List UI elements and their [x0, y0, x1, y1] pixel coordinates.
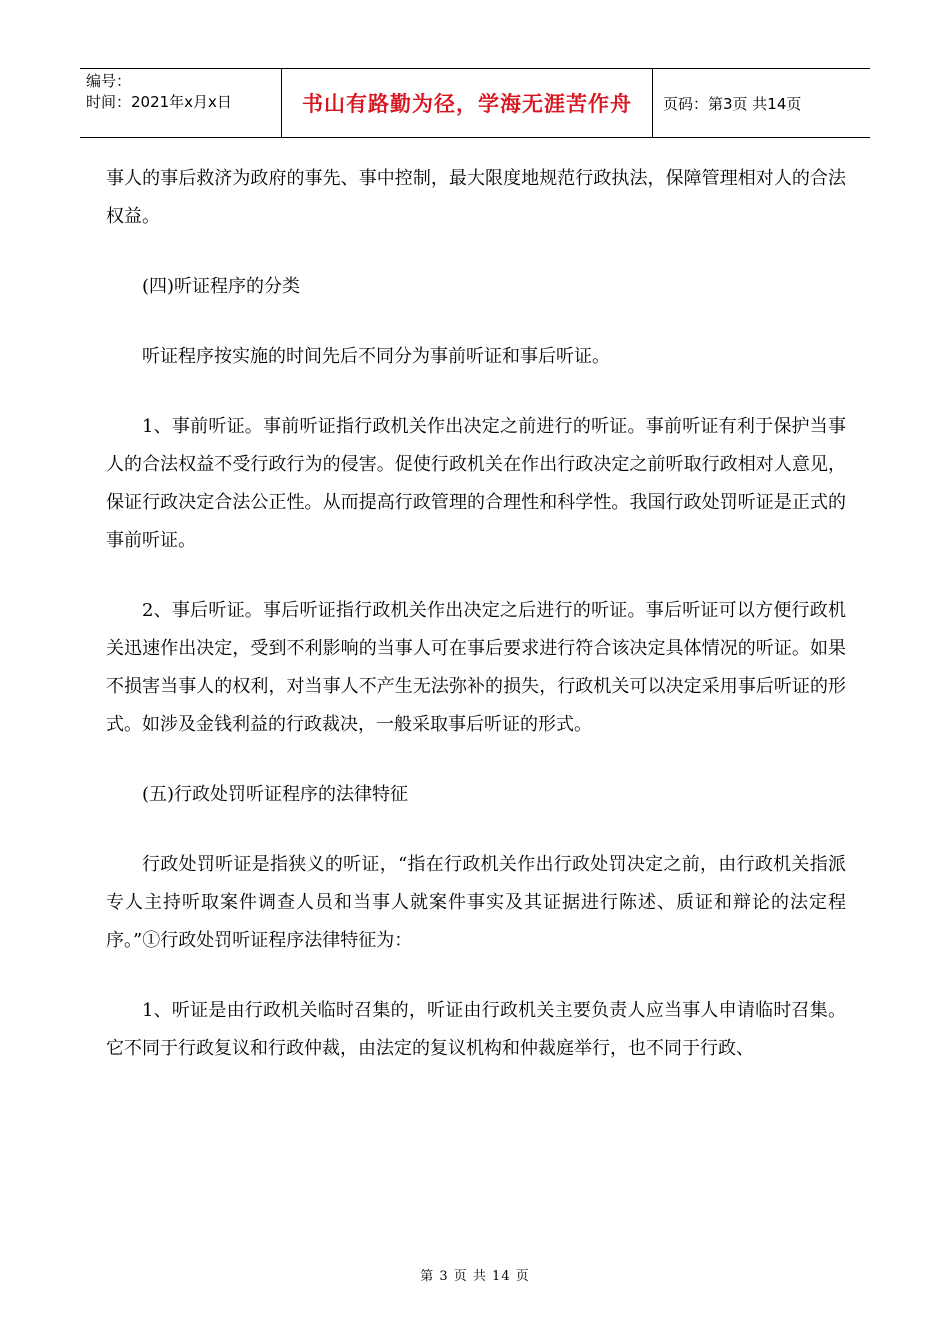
paragraph: 听证程序按实施的时间先后不同分为事前听证和事后听证。 — [142, 346, 610, 367]
page-footer — [0, 1265, 950, 1284]
section-heading-5: (五)行政处罚听证程序的法律特征 — [142, 784, 409, 805]
section-heading-4: (四)听证程序的分类 — [142, 276, 301, 297]
header-motto: 书山有路勤为径，学海无涯苦作舟 — [302, 92, 632, 116]
page-info-text: 页码：第3页 共14页 — [663, 94, 802, 113]
header-page-info — [653, 69, 870, 137]
document-number-label: 编号： — [86, 72, 132, 90]
footer-page-number: 第 3 页 共 14 页 — [420, 1269, 530, 1284]
paragraph: 1、听证是由行政机关临时召集的，听证由行政机关主要负责人应当事人申请临时召集。它不同于行政复议和行政仲裁，由法定的复议机构和仲裁庭举行，也不同于行政、 — [106, 1000, 846, 1059]
header-meta — [80, 69, 281, 137]
paragraph: 行政处罚听证是指狭义的听证，“指在行政机关作出行政处罚决定之前，由行政机关指派专人主持听取案件调查人员和当事人就案件事实及其证据进行陈述、质证和辩论的法定程序。”①行政处罚听证程序法律特征为： — [106, 854, 846, 951]
page-header — [80, 68, 870, 138]
paragraph: 2、事后听证。事后听证指行政机关作出决定之后进行的听证。事后听证可以方便行政机关迅速作出决定，受到不利影响的当事人可在事后要求进行符合该决定具体情况的听证。如果不损害当事人的权利，对当事人不产生无法弥补的损失，行政机关可以决定采用事后听证的形式。如涉及金钱利益的行政裁决，一般采取事后听证的形式。 — [106, 600, 846, 735]
document-date-label: 时间：2021年x月x日 — [86, 93, 232, 111]
document-body — [106, 160, 846, 1100]
paragraph-continuation: 事人的事后救济为政府的事先、事中控制，最大限度地规范行政执法，保障管理相对人的合法权益。 — [106, 168, 846, 227]
paragraph: 1、事前听证。事前听证指行政机关作出决定之前进行的听证。事前听证有利于保护当事人的合法权益不受行政行为的侵害。促使行政机关在作出行政决定之前听取行政相对人意见，保证行政决定合法公正性。从而提高行政管理的合理性和科学性。我国行政处罚听证是正式的事前听证。 — [106, 416, 846, 551]
header-motto-cell — [281, 69, 653, 137]
